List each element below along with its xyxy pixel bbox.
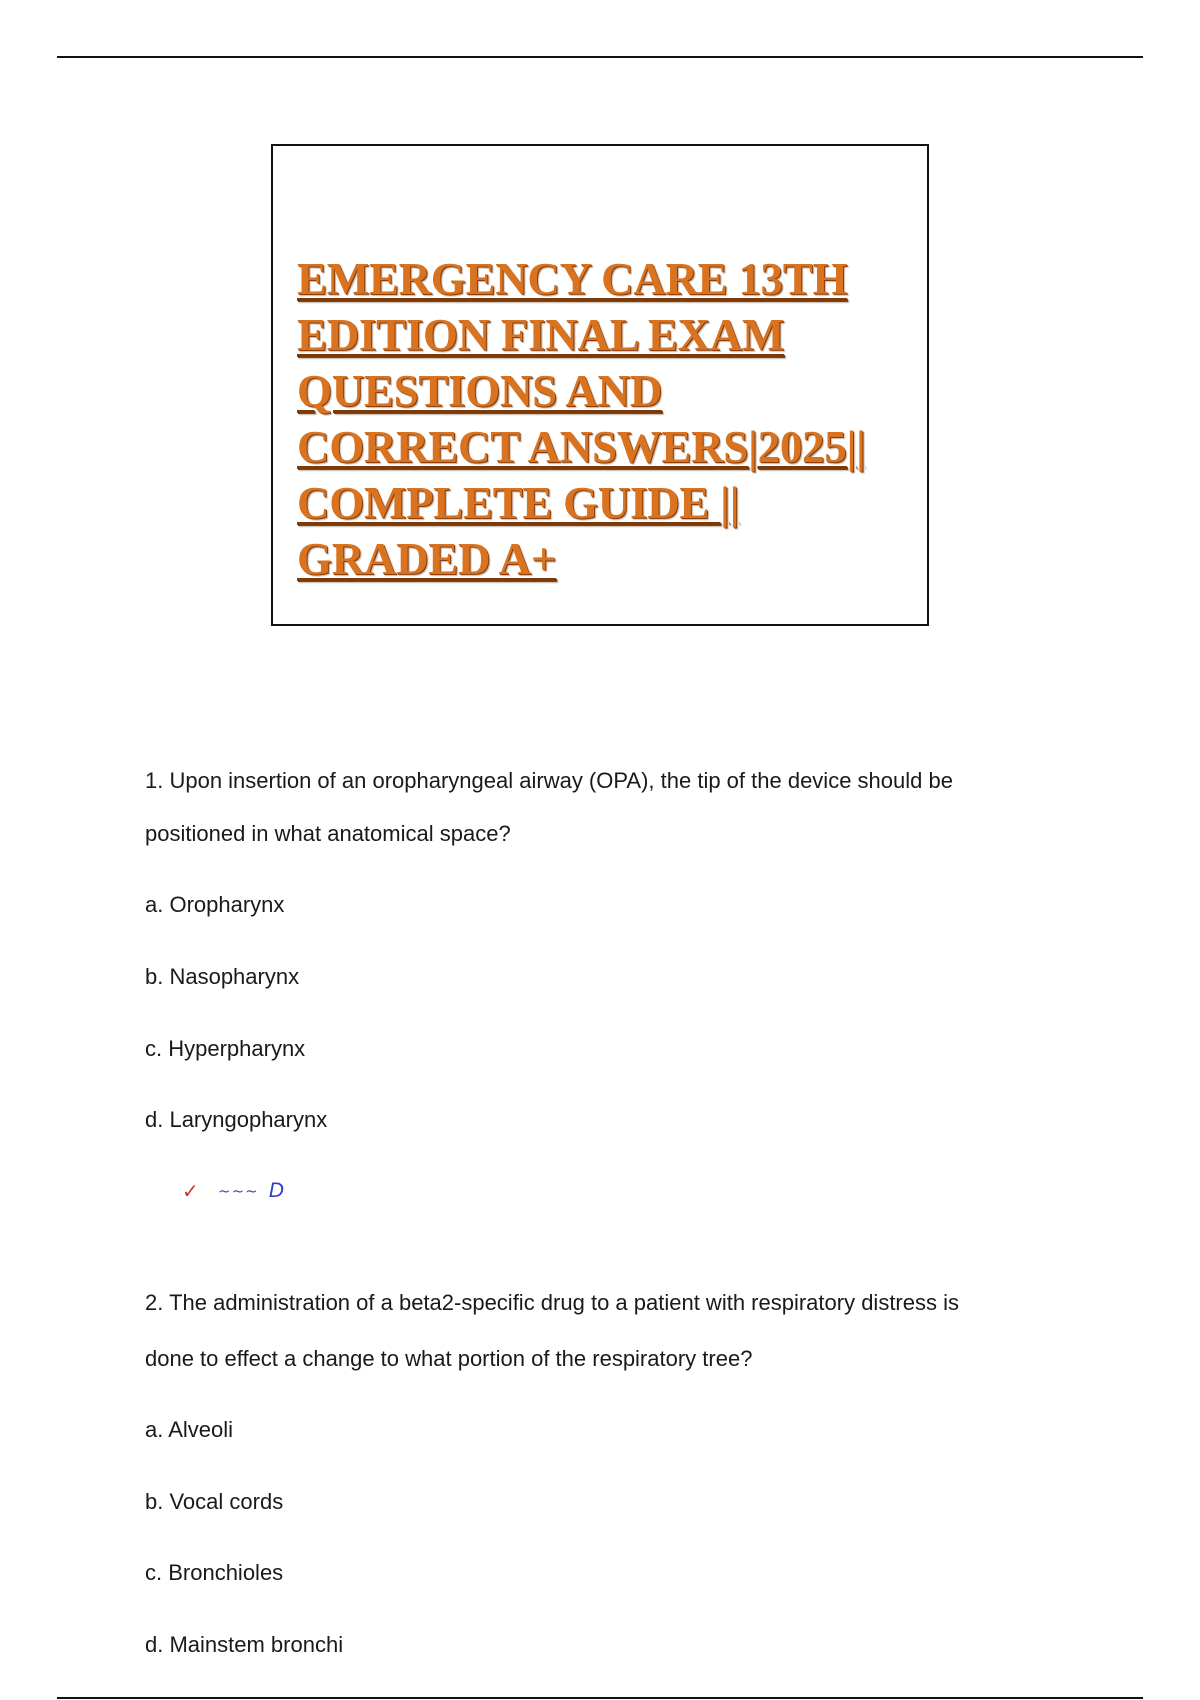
title-line: EMERGENCY CARE 13TH bbox=[297, 254, 848, 304]
question-1-stem-line-1: 1. Upon insertion of an oropharyngeal airway (OPA), the tip of the device should be bbox=[145, 768, 953, 793]
title-line: GRADED A+ bbox=[297, 534, 557, 584]
answer-letter: D bbox=[268, 1179, 284, 1202]
question-1-answer bbox=[182, 1178, 284, 1204]
title-line: EDITION FINAL EXAM bbox=[297, 310, 785, 360]
title-line: CORRECT ANSWERS|2025|| bbox=[297, 422, 866, 472]
question-2-option-d: d. Mainstem bronchi bbox=[145, 1632, 344, 1657]
title-line: QUESTIONS AND bbox=[297, 366, 662, 416]
question-2-option-b: b. Vocal cords bbox=[145, 1489, 284, 1514]
document-title bbox=[297, 251, 917, 587]
check-icon: ✓ bbox=[182, 1179, 199, 1203]
bottom-rule bbox=[57, 1697, 1143, 1699]
title-line: COMPLETE GUIDE || bbox=[297, 478, 740, 528]
answer-marker: ~~~ bbox=[218, 1182, 259, 1200]
question-2-stem-line-1: 2. The administration of a beta2-specific drug to a patient with respiratory distress is bbox=[145, 1290, 959, 1315]
question-1-option-c: c. Hyperpharynx bbox=[145, 1036, 306, 1061]
question-2-option-a: a. Alveoli bbox=[145, 1417, 234, 1442]
question-1-option-d: d. Laryngopharynx bbox=[145, 1107, 328, 1132]
top-rule bbox=[57, 56, 1143, 58]
question-1-stem-line-2: positioned in what anatomical space? bbox=[145, 821, 511, 846]
question-1-option-b: b. Nasopharynx bbox=[145, 964, 300, 989]
question-2-stem-line-2: done to effect a change to what portion of the respiratory tree? bbox=[145, 1346, 753, 1371]
question-1-option-a: a. Oropharynx bbox=[145, 892, 285, 917]
question-2-option-c: c. Bronchioles bbox=[145, 1560, 284, 1585]
title-box bbox=[271, 144, 929, 626]
